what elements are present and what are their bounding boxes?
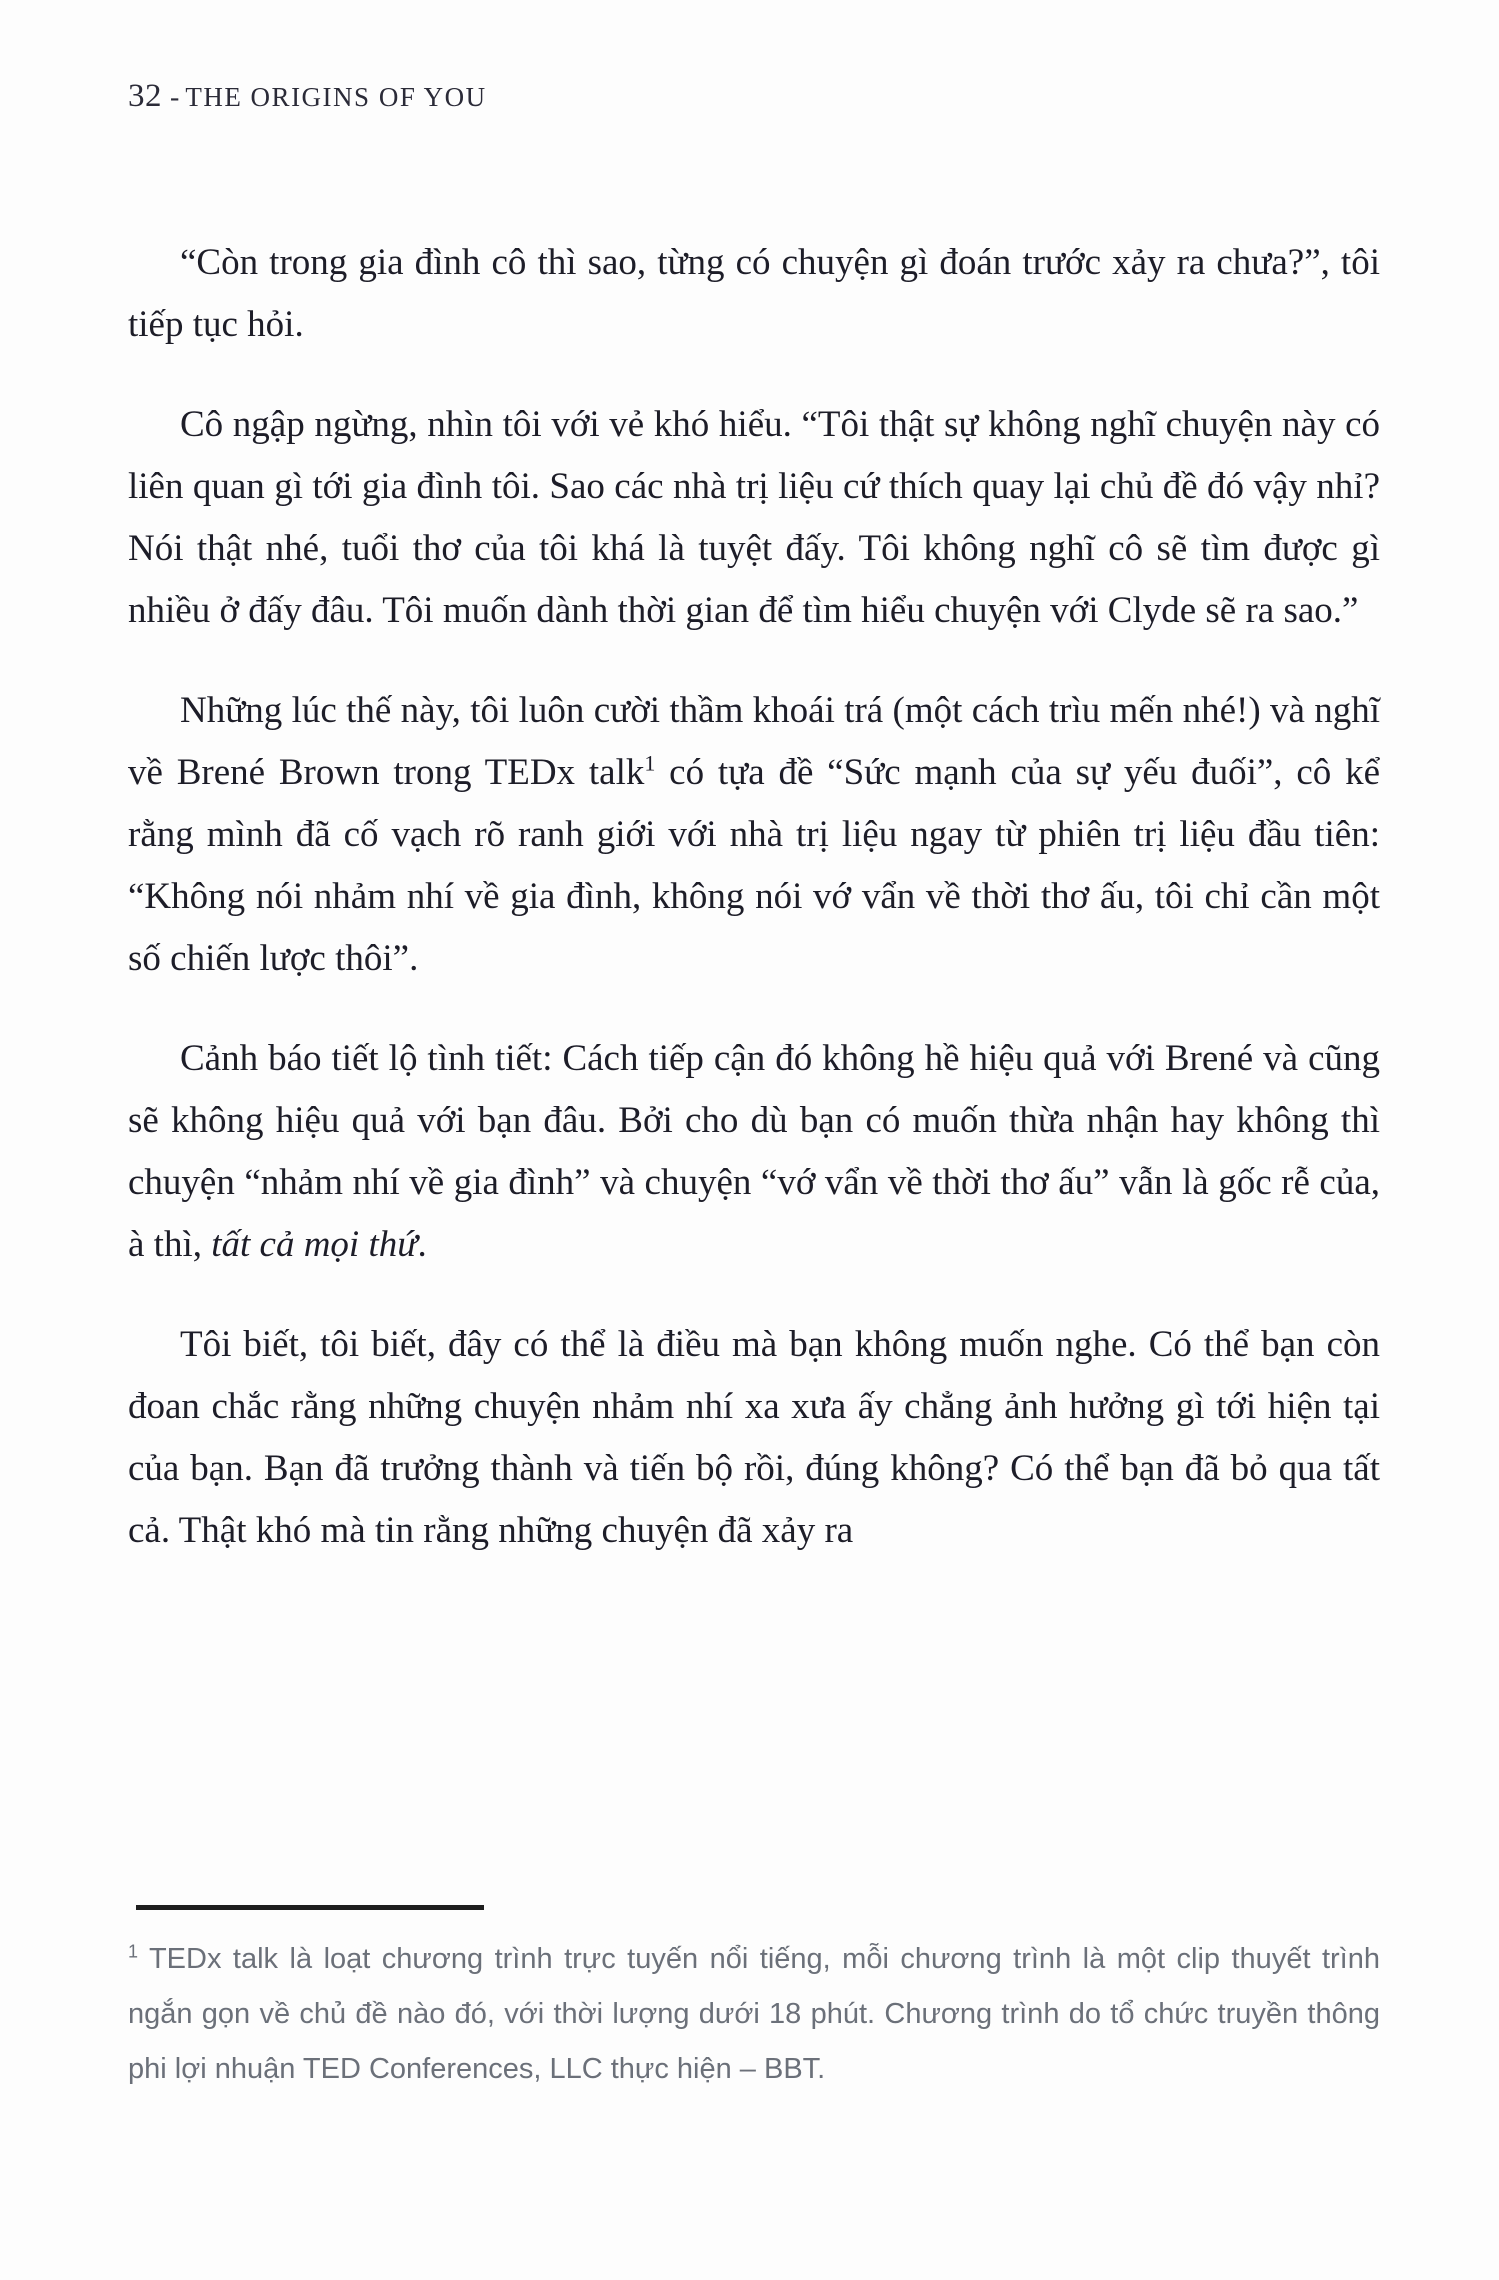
paragraph: Tôi biết, tôi biết, đây có thể là điều mà bạn không muốn nghe. Có thể bạn còn đoan chắc rằng những chuyện nhảm nhí xa xưa ấy chẳng ảnh hưởng gì tới hiện tại của bạn. Bạn đã trưởng thành và tiến bộ rồi, đúng không? Có thể bạn đã bỏ qua tất cả. Thật khó mà tin rằng những chuyện đã xảy ra (128, 1324, 1380, 1551)
paragraph: Những lúc thế này, tôi luôn cười thầm khoái trá (một cách trìu mến nhé!) và nghĩ về Brené Brown trong TEDx talk$^1$ có tựa đề “Sức mạnh của sự yếu đuối”, cô kể rằng mình đã cố vạch rõ ranh giới với nhà trị liệu ngay từ phiên trị liệu đầu tiên: “Không nói nhảm nhí về gia đình, không nói vớ vẩn về thời thơ ấu, tôi chỉ cần một số chiến lược thôi”. (128, 690, 1381, 979)
footnote-marker: 1 (128, 1941, 139, 1962)
footnote-body: TEDx talk là loạt chương trình trực tuyến nổi tiếng, mỗi chương trình là một clip thuyết trình ngắn gọn về chủ đề nào đó, với thời lượng dưới 18 phút. Chương trình do tổ chức truyền thông phi lợi nhuận TED Conferences, LLC thực hiện – BBT. (128, 1943, 1380, 2085)
footnote-text (128, 1932, 1380, 2097)
page-number: 32 (128, 78, 162, 114)
page-body (128, 232, 1380, 1600)
paragraph: Cô ngập ngừng, nhìn tôi với vẻ khó hiểu. “Tôi thật sự không nghĩ chuyện này có liên quan gì tới gia đình tôi. Sao các nhà trị liệu cứ thích quay lại chủ đề đó vậy nhỉ? Nói thật nhé, tuổi thơ của tôi khá là tuyệt đấy. Tôi không nghĩ cô sẽ tìm được gì nhiều ở đấy đâu. Tôi muốn dành thời gian để tìm hiểu chuyện với Clyde sẽ ra sao.” (128, 404, 1380, 631)
paragraph: Cảnh báo tiết lộ tình tiết: Cách tiếp cận đó không hề hiệu quả với Brené và cũng sẽ không hiệu quả với bạn đâu. Bởi cho dù bạn có muốn thừa nhận hay không thì chuyện “nhảm nhí về gia đình” và chuyện “vớ vẩn về thời thơ ấu” vẫn là gốc rễ của, à thì, tất cả mọi thứ. (128, 1038, 1380, 1265)
book-title: THE ORIGINS OF YOU (185, 82, 487, 112)
footnote-section (128, 1905, 1380, 2097)
running-header (128, 78, 487, 115)
footnote-divider (136, 1905, 484, 1910)
paragraph: “Còn trong gia đình cô thì sao, từng có chuyện gì đoán trước xảy ra chưa?”, tôi tiếp tục hỏi. (128, 242, 1380, 345)
header-separator: - (170, 82, 180, 113)
